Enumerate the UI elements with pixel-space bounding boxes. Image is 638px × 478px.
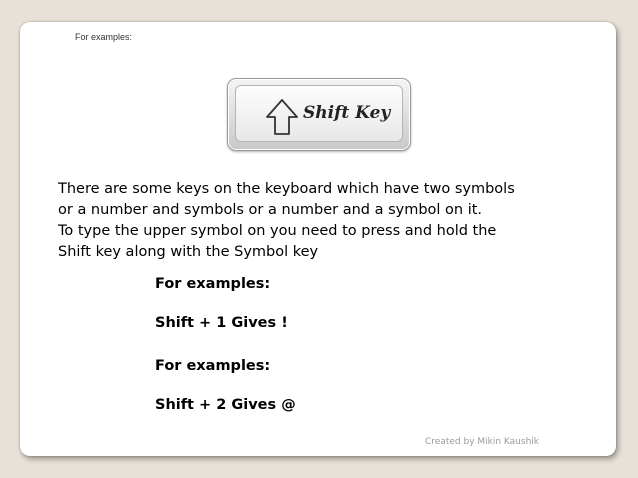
shift-key-label: Shift Key xyxy=(303,103,391,123)
example-text-2: Shift + 2 Gives @ xyxy=(155,397,296,413)
body-line: To type the upper symbol on you need to press and hold the xyxy=(58,223,497,239)
body-line: There are some keys on the keyboard which have two symbols xyxy=(58,181,515,197)
body-line: or a number and symbols or a number and a symbol on it. xyxy=(58,202,483,218)
body-line: Shift key along with the Symbol key xyxy=(58,244,319,260)
example-text-1: Shift + 1 Gives ! xyxy=(155,315,288,331)
credit-text: Created by Mikin Kaushik xyxy=(425,437,539,447)
corner-label: For examples: xyxy=(75,32,133,42)
shift-key-image xyxy=(227,78,411,151)
example-heading-1: For examples: xyxy=(155,276,271,292)
up-arrow-outline-icon xyxy=(265,98,299,136)
shift-key-face xyxy=(235,85,403,142)
body-paragraph xyxy=(58,179,598,263)
slide xyxy=(20,22,616,456)
example-heading-2: For examples: xyxy=(155,358,271,374)
